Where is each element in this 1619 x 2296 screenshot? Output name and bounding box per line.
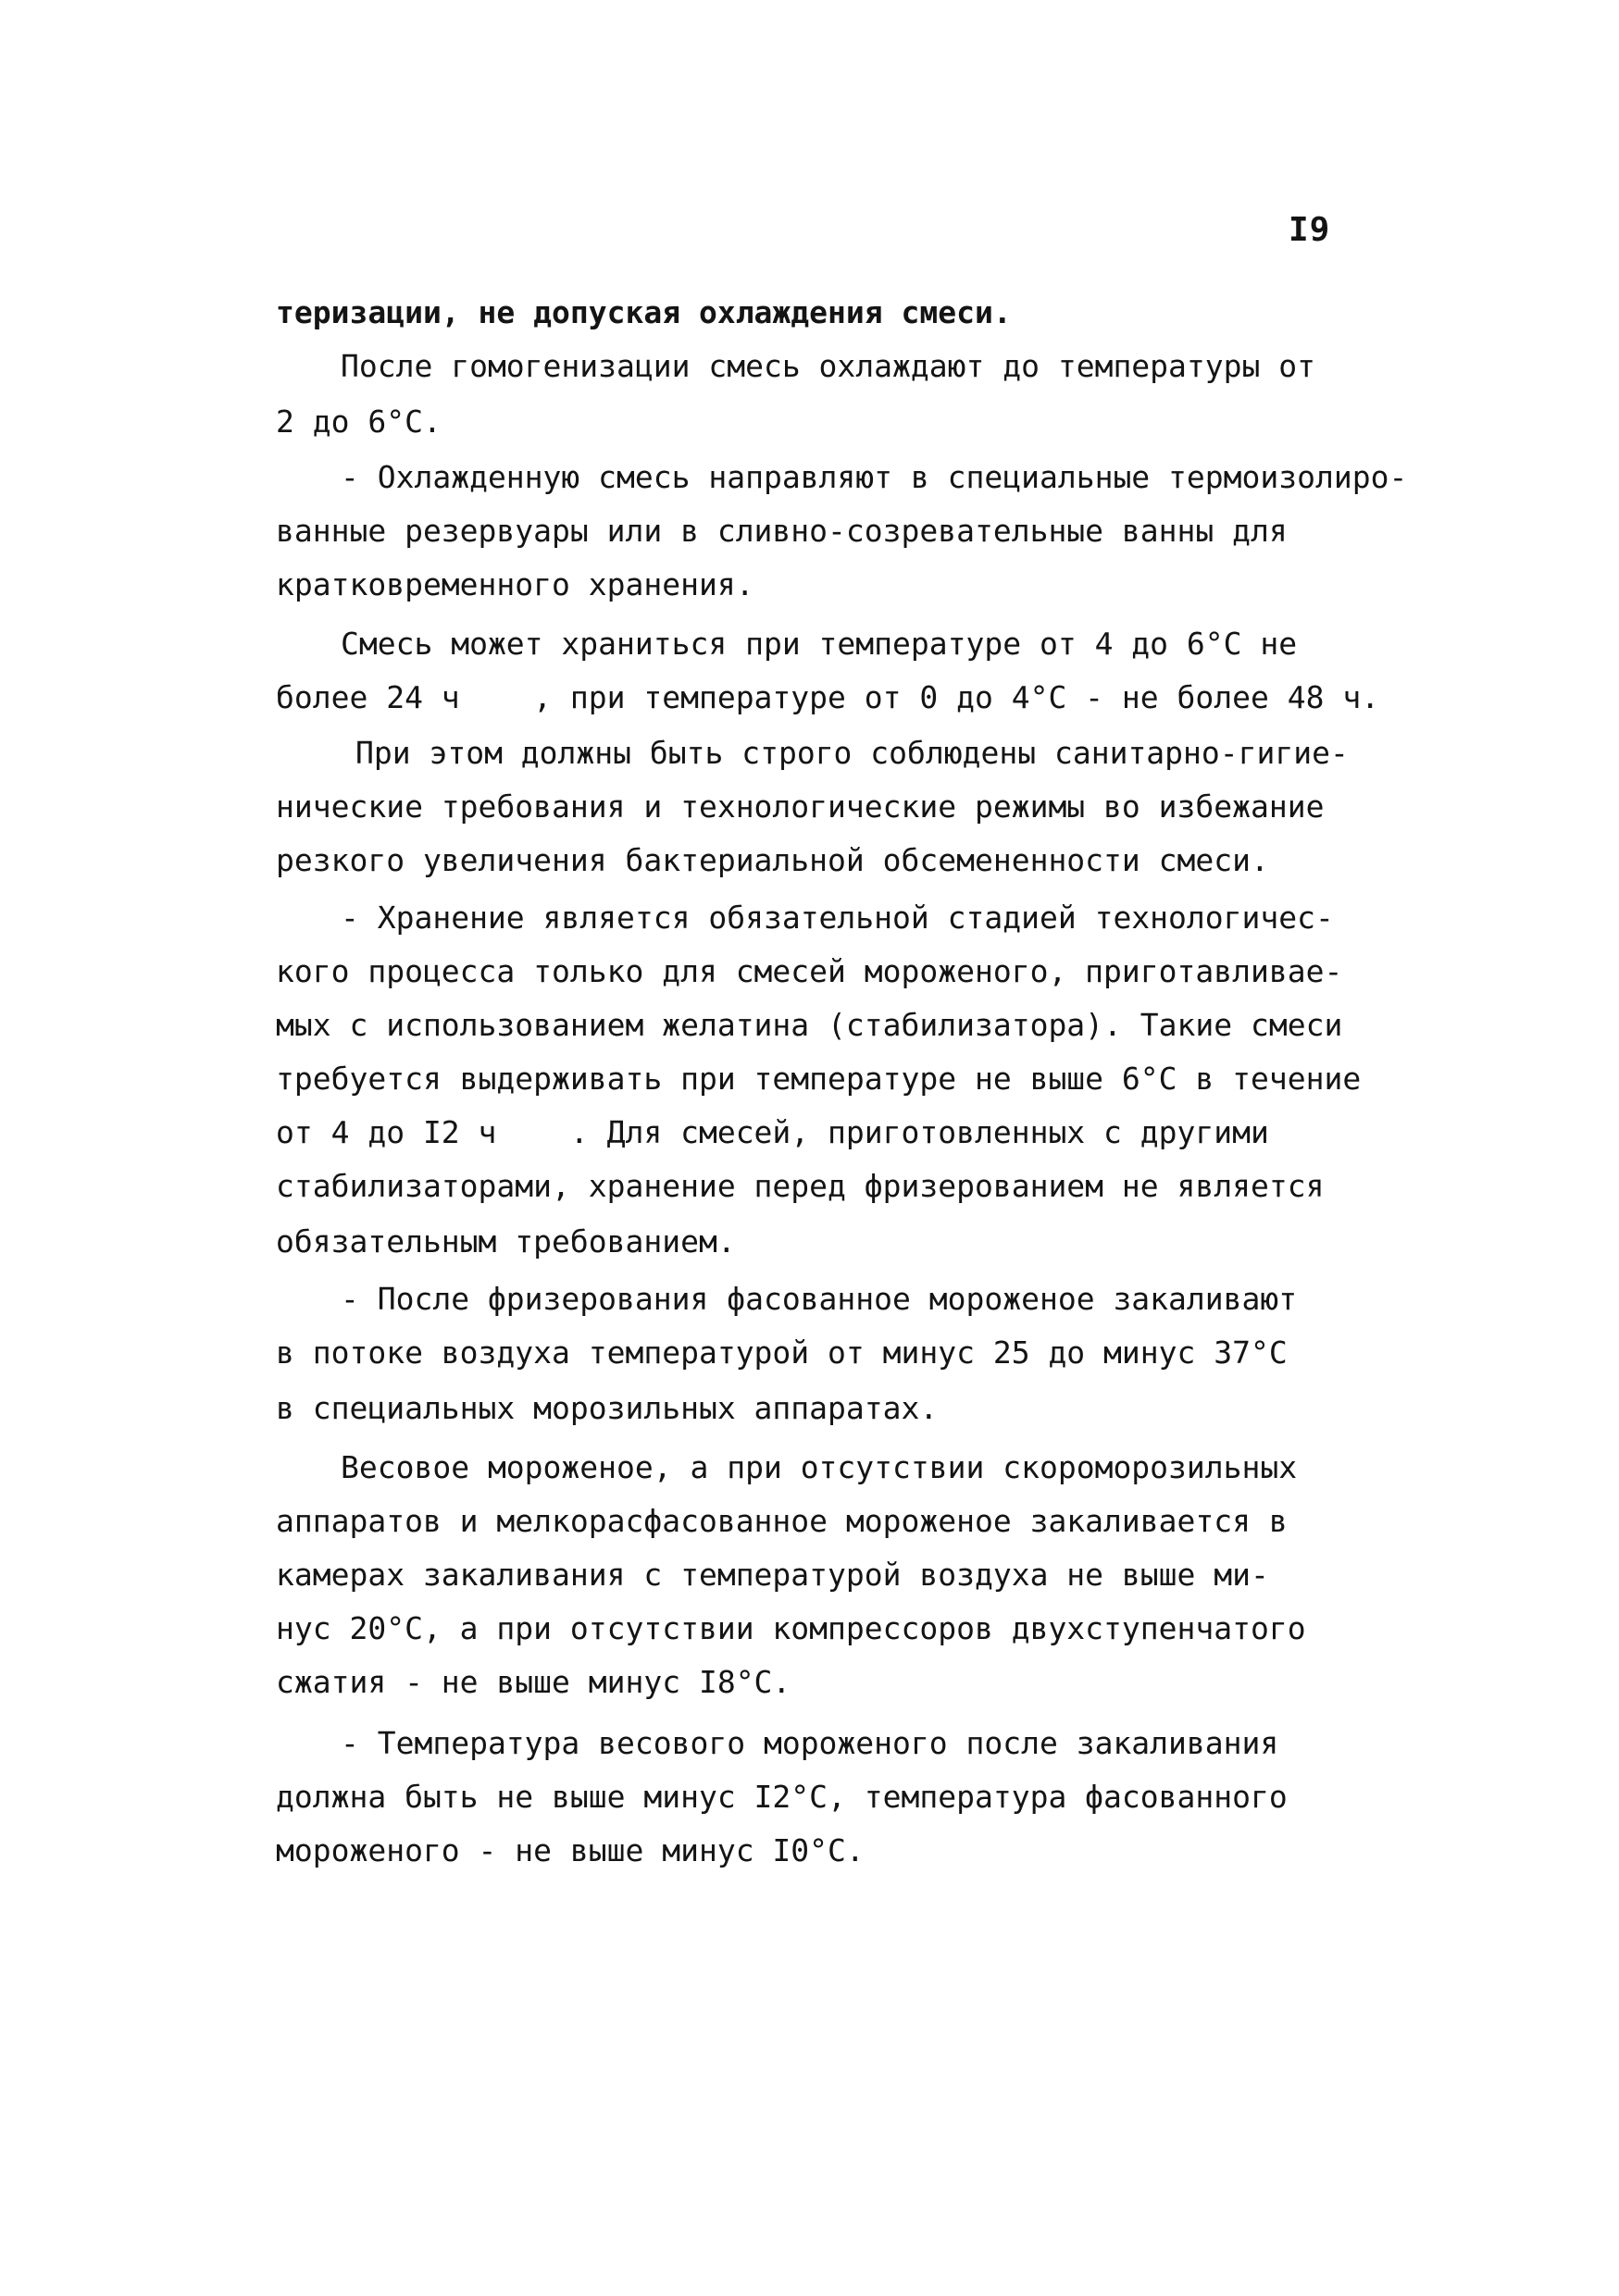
text-line: резкого увеличения бактериальной обсемененности смеси.	[276, 842, 1269, 878]
text-line: камерах закаливания с температурой воздуха не выше ми-	[276, 1557, 1269, 1593]
text-line: должна быть не выше минус I2°С, температура фасованного	[276, 1779, 1288, 1815]
text-line: - Охлажденную смесь направляют в специальные термоизолиро-	[341, 459, 1408, 495]
text-line: Весовое мороженое, а при отсутствии скороморозильных	[341, 1449, 1298, 1485]
text-line: кого процесса только для смесей мороженого, приготавливае-	[276, 953, 1343, 989]
text-line: обязательным требованием.	[276, 1223, 736, 1260]
text-line: требуется выдерживать при температуре не выше 6°С в течение	[276, 1061, 1362, 1097]
text-line: После гомогенизации смесь охлаждают до температуры от	[341, 348, 1315, 384]
text-line: 2 до 6°С.	[276, 403, 442, 440]
text-line: - После фризерования фасованное мороженое закаливают	[341, 1281, 1298, 1317]
text-line: При этом должны быть строго соблюдены санитарно-гигие-	[355, 735, 1349, 771]
text-line: кратковременного хранения.	[276, 566, 754, 602]
text-line: от 4 до I2 ч . Для смесей, приготовленных с другими	[276, 1114, 1269, 1150]
text-line: Смесь может храниться при температуре от 4 до 6°С не	[341, 626, 1298, 662]
text-line: теризации, не допуская охлаждения смеси.	[276, 294, 1012, 330]
text-line: - Хранение является обязательной стадией технологичес-	[341, 900, 1334, 936]
text-line: мороженого - не выше минус I0°С.	[276, 1832, 865, 1868]
text-line: более 24 ч , при температуре от 0 до 4°С - не более 48 ч.	[276, 679, 1380, 715]
text-line: нус 20°С, а при отсутствии компрессоров двухступенчатого	[276, 1610, 1306, 1646]
text-line: - Температура весового мороженого после закаливания	[341, 1725, 1279, 1761]
text-line: в специальных морозильных аппаратах.	[276, 1390, 939, 1426]
text-line: мых с использованием желатина (стабилизатора). Такие смеси	[276, 1007, 1343, 1043]
text-line: аппаратов и мелкорасфасованное мороженое закаливается в	[276, 1503, 1288, 1539]
page-number: I9	[1289, 211, 1331, 249]
text-line: в потоке воздуха температурой от минус 25 до минус 37°С	[276, 1334, 1288, 1371]
text-line: ванные резервуары или в сливно-созревательные ванны для	[276, 513, 1288, 549]
text-line: нические требования и технологические режимы во избежание	[276, 788, 1325, 825]
text-line: сжатия - не выше минус I8°С.	[276, 1664, 791, 1700]
text-line: стабилизаторами, хранение перед фризерованием не является	[276, 1168, 1325, 1204]
